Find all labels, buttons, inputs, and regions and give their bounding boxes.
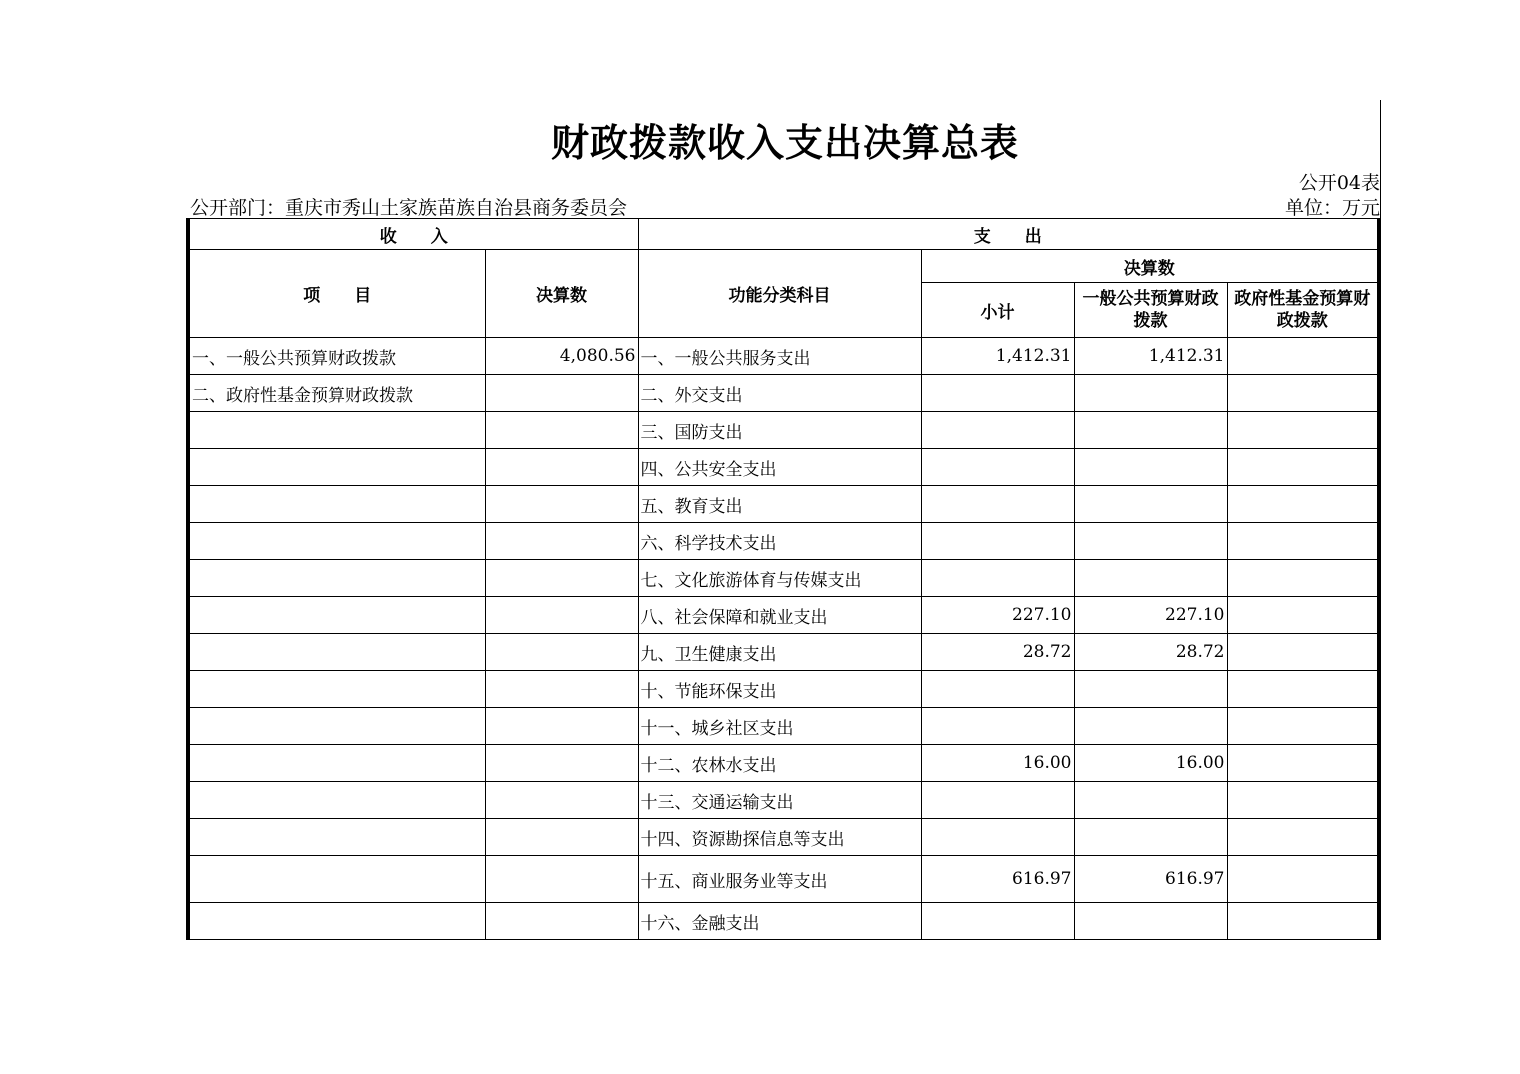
- general-budget-cell: 16.00: [1074, 745, 1227, 782]
- item-header: 项 目: [188, 250, 485, 338]
- general-budget-cell: [1074, 412, 1227, 449]
- final-amount-header: 决算数: [485, 250, 638, 338]
- gov-fund-cell: [1227, 903, 1379, 940]
- table-row: [188, 449, 1379, 486]
- income-item-cell: [188, 856, 485, 903]
- subtotal-cell: [921, 782, 1074, 819]
- general-budget-cell: 1,412.31: [1074, 338, 1227, 375]
- general-budget-header: 一般公共预算财政拨款: [1074, 283, 1227, 338]
- subtotal-cell: [921, 449, 1074, 486]
- income-header: 收 入: [188, 219, 638, 250]
- subtotal-cell: [921, 903, 1074, 940]
- income-amount-cell: [485, 903, 638, 940]
- table-row: [188, 597, 1379, 634]
- income-amount-cell: [485, 449, 638, 486]
- expense-item-cell: 七、文化旅游体育与传媒支出: [638, 560, 921, 597]
- income-amount-cell: [485, 782, 638, 819]
- income-amount-cell: [485, 486, 638, 523]
- subtotal-cell: 28.72: [921, 634, 1074, 671]
- income-amount-cell: [485, 597, 638, 634]
- income-item-cell: 一、一般公共预算财政拨款: [188, 338, 485, 375]
- income-item-cell: [188, 560, 485, 597]
- expense-header: 支 出: [638, 219, 1379, 250]
- table-row: [188, 412, 1379, 449]
- income-item-cell: [188, 745, 485, 782]
- function-category-header: 功能分类科目: [638, 250, 921, 338]
- general-budget-cell: 227.10: [1074, 597, 1227, 634]
- gov-fund-cell: [1227, 486, 1379, 523]
- gov-fund-cell: [1227, 782, 1379, 819]
- table-row: [188, 708, 1379, 745]
- gov-fund-cell: [1227, 449, 1379, 486]
- header-row-1: [188, 219, 1379, 250]
- income-amount-cell: [485, 412, 638, 449]
- income-amount-cell: [485, 560, 638, 597]
- income-item-cell: [188, 819, 485, 856]
- general-budget-cell: [1074, 449, 1227, 486]
- expense-item-cell: 八、社会保障和就业支出: [638, 597, 921, 634]
- expense-item-cell: 一、一般公共服务支出: [638, 338, 921, 375]
- gov-fund-cell: [1227, 856, 1379, 903]
- general-budget-cell: [1074, 486, 1227, 523]
- expense-item-cell: 十二、农林水支出: [638, 745, 921, 782]
- gov-fund-cell: [1227, 523, 1379, 560]
- subtotal-cell: [921, 412, 1074, 449]
- expense-item-cell: 十六、金融支出: [638, 903, 921, 940]
- income-item-cell: [188, 634, 485, 671]
- subtotal-cell: [921, 560, 1074, 597]
- subtotal-cell: [921, 671, 1074, 708]
- income-amount-cell: [485, 745, 638, 782]
- gov-fund-cell: [1227, 338, 1379, 375]
- expense-item-cell: 二、外交支出: [638, 375, 921, 412]
- expense-item-cell: 三、国防支出: [638, 412, 921, 449]
- general-budget-cell: [1074, 782, 1227, 819]
- general-budget-cell: 616.97: [1074, 856, 1227, 903]
- expense-item-cell: 十一、城乡社区支出: [638, 708, 921, 745]
- income-amount-cell: [485, 708, 638, 745]
- income-item-cell: [188, 708, 485, 745]
- department-label: 公开部门：重庆市秀山土家族苗族自治县商务委员会: [190, 197, 628, 219]
- subtotal-cell: [921, 523, 1074, 560]
- subtotal-cell: 16.00: [921, 745, 1074, 782]
- table-row: [188, 338, 1379, 375]
- income-item-cell: [188, 671, 485, 708]
- general-budget-cell: [1074, 708, 1227, 745]
- expense-item-cell: 四、公共安全支出: [638, 449, 921, 486]
- expense-item-cell: 十、节能环保支出: [638, 671, 921, 708]
- income-amount-cell: [485, 856, 638, 903]
- income-item-cell: [188, 903, 485, 940]
- gov-fund-cell: [1227, 634, 1379, 671]
- gov-fund-cell: [1227, 671, 1379, 708]
- subtotal-cell: 227.10: [921, 597, 1074, 634]
- subtotal-cell: [921, 375, 1074, 412]
- income-item-cell: [188, 449, 485, 486]
- income-amount-cell: [485, 634, 638, 671]
- income-amount-cell: [485, 523, 638, 560]
- header-row-2: [188, 250, 1379, 283]
- subtotal-cell: [921, 819, 1074, 856]
- subtotal-cell: [921, 486, 1074, 523]
- income-amount-cell: [485, 671, 638, 708]
- income-item-cell: [188, 486, 485, 523]
- table-row: [188, 903, 1379, 940]
- table-row: [188, 856, 1379, 903]
- gov-fund-cell: [1227, 560, 1379, 597]
- gov-fund-cell: [1227, 597, 1379, 634]
- table-row: [188, 671, 1379, 708]
- expense-item-cell: 十三、交通运输支出: [638, 782, 921, 819]
- table-row: [188, 634, 1379, 671]
- general-budget-cell: [1074, 671, 1227, 708]
- general-budget-cell: [1074, 523, 1227, 560]
- subtotal-cell: 1,412.31: [921, 338, 1074, 375]
- general-budget-cell: 28.72: [1074, 634, 1227, 671]
- income-item-cell: [188, 523, 485, 560]
- gov-fund-cell: [1227, 708, 1379, 745]
- general-budget-cell: [1074, 903, 1227, 940]
- subtotal-header: 小计: [921, 283, 1074, 338]
- gov-fund-header: 政府性基金预算财政拨款: [1227, 283, 1379, 338]
- gov-fund-cell: [1227, 375, 1379, 412]
- budget-table: [186, 218, 1381, 940]
- unit-label: 单位：万元: [1284, 197, 1380, 219]
- table-row: [188, 560, 1379, 597]
- income-amount-cell: [485, 375, 638, 412]
- income-item-cell: [188, 782, 485, 819]
- table-row: [188, 523, 1379, 560]
- gov-fund-cell: [1227, 745, 1379, 782]
- table-row: [188, 745, 1379, 782]
- income-amount-cell: 4,080.56: [485, 338, 638, 375]
- general-budget-cell: [1074, 560, 1227, 597]
- table-row: [188, 375, 1379, 412]
- expense-item-cell: 十四、资源勘探信息等支出: [638, 819, 921, 856]
- table-row: [188, 782, 1379, 819]
- subtotal-cell: [921, 708, 1074, 745]
- expense-item-cell: 九、卫生健康支出: [638, 634, 921, 671]
- subtotal-cell: 616.97: [921, 856, 1074, 903]
- gov-fund-cell: [1227, 819, 1379, 856]
- general-budget-cell: [1074, 375, 1227, 412]
- doc-code: 公开04表: [1298, 172, 1380, 194]
- page-title: 财政拨款收入支出决算总表: [550, 120, 1019, 165]
- gov-fund-cell: [1227, 412, 1379, 449]
- income-item-cell: [188, 412, 485, 449]
- table-row: [188, 819, 1379, 856]
- income-amount-cell: [485, 819, 638, 856]
- general-budget-cell: [1074, 819, 1227, 856]
- income-item-cell: [188, 597, 485, 634]
- table-row: [188, 486, 1379, 523]
- final-amount-group-header: 决算数: [921, 250, 1379, 283]
- expense-item-cell: 五、教育支出: [638, 486, 921, 523]
- expense-item-cell: 六、科学技术支出: [638, 523, 921, 560]
- income-item-cell: 二、政府性基金预算财政拨款: [188, 375, 485, 412]
- expense-item-cell: 十五、商业服务业等支出: [638, 856, 921, 903]
